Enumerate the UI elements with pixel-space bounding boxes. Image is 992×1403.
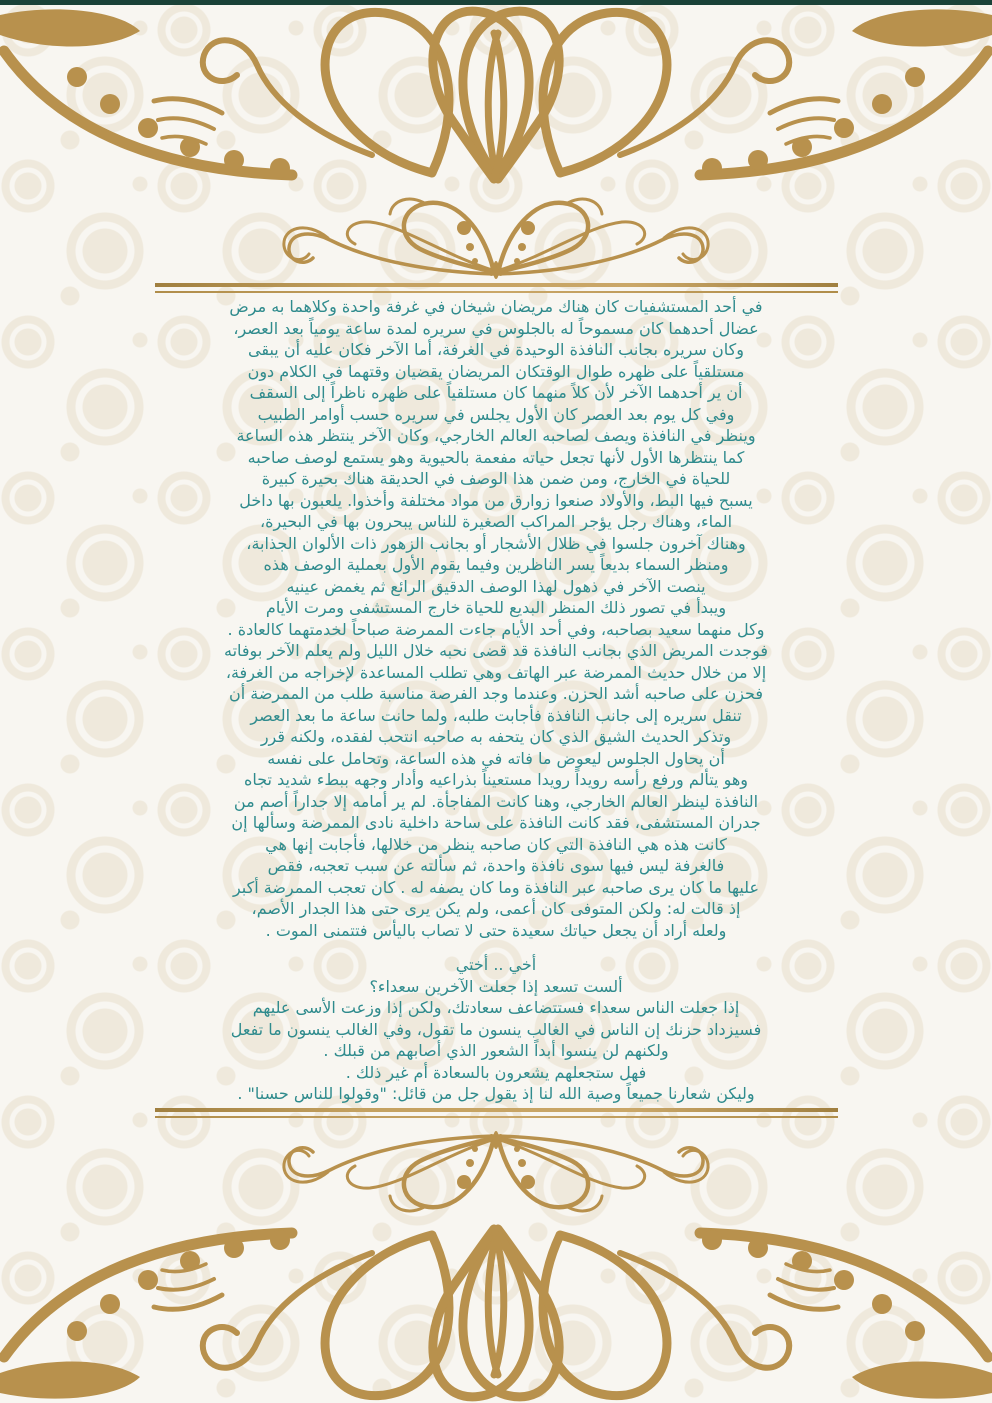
story-line: كانت هذه هي النافذة التي كان صاحبه ينظر من خلالها، فأجابت إنها هي (265, 834, 727, 854)
closing-line: فسيزداد حزنك إن الناس في الغالب ينسون ما تقول، وفي الغالب ينسون ما تفعل (230, 1019, 762, 1039)
closing-line: فهل ستجعلهم يشعرون بالسعادة أم غير ذلك . (345, 1062, 647, 1082)
bottom-grand-flourish-ornament (0, 1223, 992, 1403)
story-line: تنقل سريره إلى جانب النافذة فأجابت طلبه، ولما حانت ساعة ما بعد العصر (250, 705, 742, 725)
story-text-block (0, 296, 992, 1105)
story-line: عليها ما كان يرى صاحبه عبر النافذة وما كان يصفه له . كان تعجب الممرضة أكبر (232, 877, 760, 897)
closing-line: وليكن شعارنا جميعاً وصية الله لنا إذ يقول جل من قائل: "وقولوا للناس حسنا" . (237, 1084, 755, 1103)
closing-line: إذا جعلت الناس سعداء فستتضاعف سعادتك، ولكن إذا وزعت الأسى عليهم (252, 998, 740, 1017)
divider-line-thin (155, 291, 838, 293)
story-line: فوجدت المريض الذي بجانب النافذة قد قضى نحبه خلال الليل ولم يعلم الآخر بوفاته (224, 641, 768, 660)
story-line: إلا من خلال حديث الممرضة عبر الهاتف وهي تطلب المساعدة لإخراجه من الغرفة، (225, 662, 767, 682)
story-line: ويبدأ في تصور ذلك المنظر البديع للحياة خارج المستشفى ومرت الأيام (265, 598, 727, 617)
story-line: يسبح فيها البط، والأولاد صنعوا زوارق من مواد مختلفة وأخذوا. يلعبون بها داخل (239, 490, 753, 510)
closing-line: ألست تسعد إذا جعلت الآخرين سعداء؟ (369, 976, 623, 996)
story-line: النافذة لينظر العالم الخارجي، وهنا كانت المفاجأة. لم ير أمامه إلا جداراً أصم من (233, 791, 759, 811)
story-line: وهناك آخرون جلسوا في ظلال الأشجار أو بجانب الزهور ذات الألوان الجذابة، (246, 533, 746, 553)
top-grand-flourish-ornament (0, 5, 992, 185)
story-line: ولعله أراد أن يجعل حياتك سعيدة حتى لا تصاب باليأس فتتمنى الموت . (265, 920, 727, 940)
story-line: أن ير أحدهما الآخر لأن كلاً منهما كان مستلقياً على ظهره ناظراً إلى السقف (249, 383, 743, 402)
story-line: إذ قالت له: ولكن المتوفى كان أعمى، ولم يكن يرى حتى هذا الجدار الأصم، (251, 899, 741, 918)
story-line: أن يحاول الجلوس ليعوض ما فاته في هذه الساعة، وتحامل على نفسه (267, 748, 725, 768)
story-line: فالغرفة ليس فيها سوى نافذة واحدة، ثم سألته عن سبب تعجبه، فقص (267, 856, 725, 875)
top-small-flourish-ornament (266, 192, 726, 284)
top-divider (155, 283, 838, 293)
bottom-divider (155, 1108, 838, 1118)
story-line: وهو يتألم ورفع رأسه رويداً رويدا مستعيناً بذراعيه وأدار وجهه ببطء شديد تجاه (243, 770, 749, 789)
divider-line-thin (155, 1116, 838, 1118)
divider-line-thick (155, 1108, 838, 1112)
divider-line-thick (155, 283, 838, 287)
story-line: للحياة في الخارج، ومن ضمن هذا الوصف في الحديقة هناك بحيرة كبيرة (261, 469, 731, 488)
closing-heading: أخي .. أختي (455, 955, 537, 974)
story-line: ينصت الآخر في ذهول لهذا الوصف الدقيق الرائع ثم يغمض عينيه (286, 576, 706, 596)
story-line: وكان سريره بجانب النافذة الوحيدة في الغرفة، أما الآخر فكان عليه أن يبقى (248, 340, 744, 359)
story-line: وكل منهما سعيد بصاحبه، وفي أحد الأيام جاءت الممرضة صباحاً لخدمتهما كالعادة . (227, 619, 765, 639)
story-line: وتذكر الحديث الشيق الذي كان يتحفه به صاحبه انتحب لفقده، ولكنه قرر (260, 727, 732, 746)
story-line: ومنظر السماء بديعاً يسر الناظرين وفيما يقوم الأول بعملية الوصف هذه (263, 555, 729, 574)
story-line: الماء، وهناك رجل يؤجر المراكب الصغيرة للناس يبحرون بها في البحيرة، (259, 512, 733, 531)
story-paragraph (0, 296, 992, 941)
story-line: فحزن على صاحبه أشد الحزن. وعندما وجد الفرصة مناسبة طلب من الممرضة أن (228, 684, 764, 703)
closing-paragraph (0, 976, 992, 1105)
story-line: في أحد المستشفيات كان هناك مريضان شيخان في غرفة واحدة وكلاهما به مرض (229, 297, 763, 316)
closing-line: ولكنهم لن ينسوا أبداً الشعور الذي أصابهم من قبلك . (323, 1041, 669, 1060)
story-line: جدران المستشفى، فقد كانت النافذة على ساحة داخلية نادى الممرضة وسألها إن (231, 813, 761, 832)
story-line: وينظر في النافذة ويصف لصاحبه العالم الخارجي، وكان الآخر ينتظر هذه الساعة (236, 426, 756, 445)
story-line: وفي كل يوم بعد العصر كان الأول يجلس في سريره حسب أوامر الطبيب (257, 404, 735, 424)
story-line: مستلقياً على ظهره طوال الوقتكان المريضان يقضيان وقتهما في الكلام دون (247, 361, 745, 381)
story-line: كما ينتظرها الأول لأنها تجعل حياته مفعمة بالحيوية وهو يستمع لوصف صاحبه (247, 447, 745, 467)
bottom-small-flourish-ornament (266, 1126, 726, 1218)
story-line: عضال أحدهما كان مسموحاً له بالجلوس في سريره لمدة ساعة يومياً بعد العصر، (233, 318, 759, 338)
